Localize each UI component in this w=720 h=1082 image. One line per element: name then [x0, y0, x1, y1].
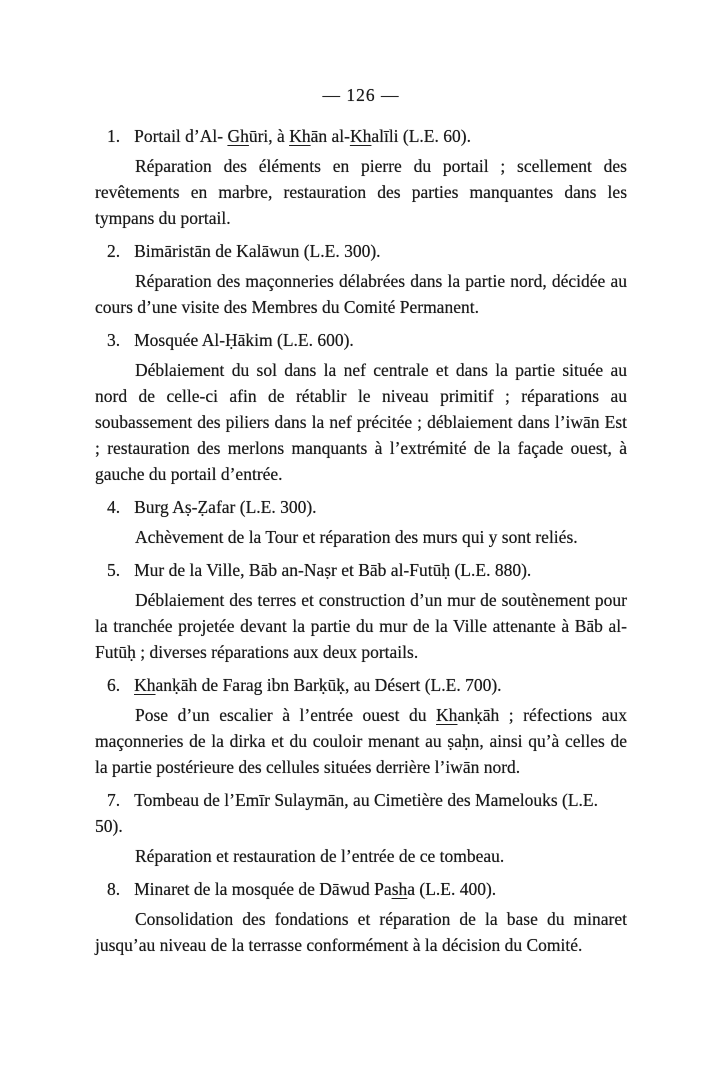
- item-title: Minaret de la mosquée de Dāwud Pasha (L.E. 400).: [134, 879, 497, 899]
- item-number: 2.: [107, 241, 121, 261]
- item-heading: [95, 557, 627, 583]
- item-number: 3.: [107, 330, 121, 350]
- list-item: [95, 672, 627, 780]
- item-number: 5.: [107, 560, 121, 580]
- item-title: Mosquée Al-Ḥākim (L.E. 600).: [134, 330, 354, 350]
- item-body: Réparation des éléments en pierre du portail ; scellement des revêtements en marbre, restauration des parties manquantes dans les tympans du portail.: [95, 156, 627, 228]
- list-item: [95, 327, 627, 487]
- page-content: [95, 123, 627, 958]
- item-body: Consolidation des fondations et réparation de la base du minaret jusqu’au niveau de la terrasse conformément à la décision du Comité.: [95, 909, 627, 955]
- item-body: Achèvement de la Tour et réparation des murs qui y sont reliés.: [135, 527, 578, 547]
- list-item: [95, 787, 627, 869]
- item-title: Bimāristān de Kalāwun (L.E. 300).: [134, 241, 381, 261]
- item-heading: [95, 123, 627, 149]
- item-heading: [95, 238, 627, 264]
- list-item: [95, 238, 627, 320]
- item-title: Burg Aṣ-Ẓafar (L.E. 300).: [134, 497, 317, 517]
- item-number: 4.: [107, 497, 121, 517]
- list-item: [95, 557, 627, 665]
- list-item: [95, 494, 627, 550]
- item-body: Déblaiement du sol dans la nef centrale et dans la partie située au nord de celle-ci afin de rétablir le niveau primitif ; réparations au soubassement des piliers dans la nef précitée ; déblaiement dans l’iwān Est ; restauration des merlons manquants à l’extrémité de la façade ouest, à gauche du portail d’entrée.: [95, 360, 627, 484]
- item-heading: [95, 327, 627, 353]
- item-body: Déblaiement des terres et construction d’un mur de soutènement pour la tranchée projetée devant la partie du mur de la Ville attenante à Bāb al-Futūḥ ; diverses réparations aux deux portails.: [95, 590, 627, 662]
- item-heading: [95, 494, 627, 520]
- item-number: 1.: [107, 126, 121, 146]
- list-item: [95, 123, 627, 231]
- item-title: Khanḳāh de Farag ibn Barḳūḳ, au Désert (L.E. 700).: [134, 675, 502, 695]
- item-title: Mur de la Ville, Bāb an-Naṣr et Bāb al-Futūḥ (L.E. 880).: [134, 560, 532, 580]
- item-title: Portail d’Al- Ghūri, à Khān al-Khalīli (L.E. 60).: [134, 126, 471, 146]
- item-title: Tombeau de l’Emīr Sulaymān, au Cimetière des Mamelouks (L.E. 50).: [95, 790, 598, 836]
- item-body: Réparation et restauration de l’entrée de ce tombeau.: [135, 846, 505, 866]
- item-heading: [95, 672, 627, 698]
- item-body: Pose d’un escalier à l’entrée ouest du Khanḳāh ; réfections aux maçonneries de la dirka et du couloir menant au ṣaḥn, ainsi qu’à celles de la partie postérieure des cellules situées derrière l’iwān nord.: [95, 705, 627, 777]
- item-heading: [95, 876, 627, 902]
- list-item: [95, 876, 627, 958]
- item-number: 8.: [107, 879, 121, 899]
- item-heading: [95, 787, 627, 839]
- item-body: Réparation des maçonneries délabrées dans la partie nord, décidée au cours d’une visite des Membres du Comité Permanent.: [95, 271, 627, 317]
- page-number: — 126 —: [322, 85, 400, 105]
- item-number: 6.: [107, 675, 121, 695]
- item-number: 7.: [107, 790, 121, 810]
